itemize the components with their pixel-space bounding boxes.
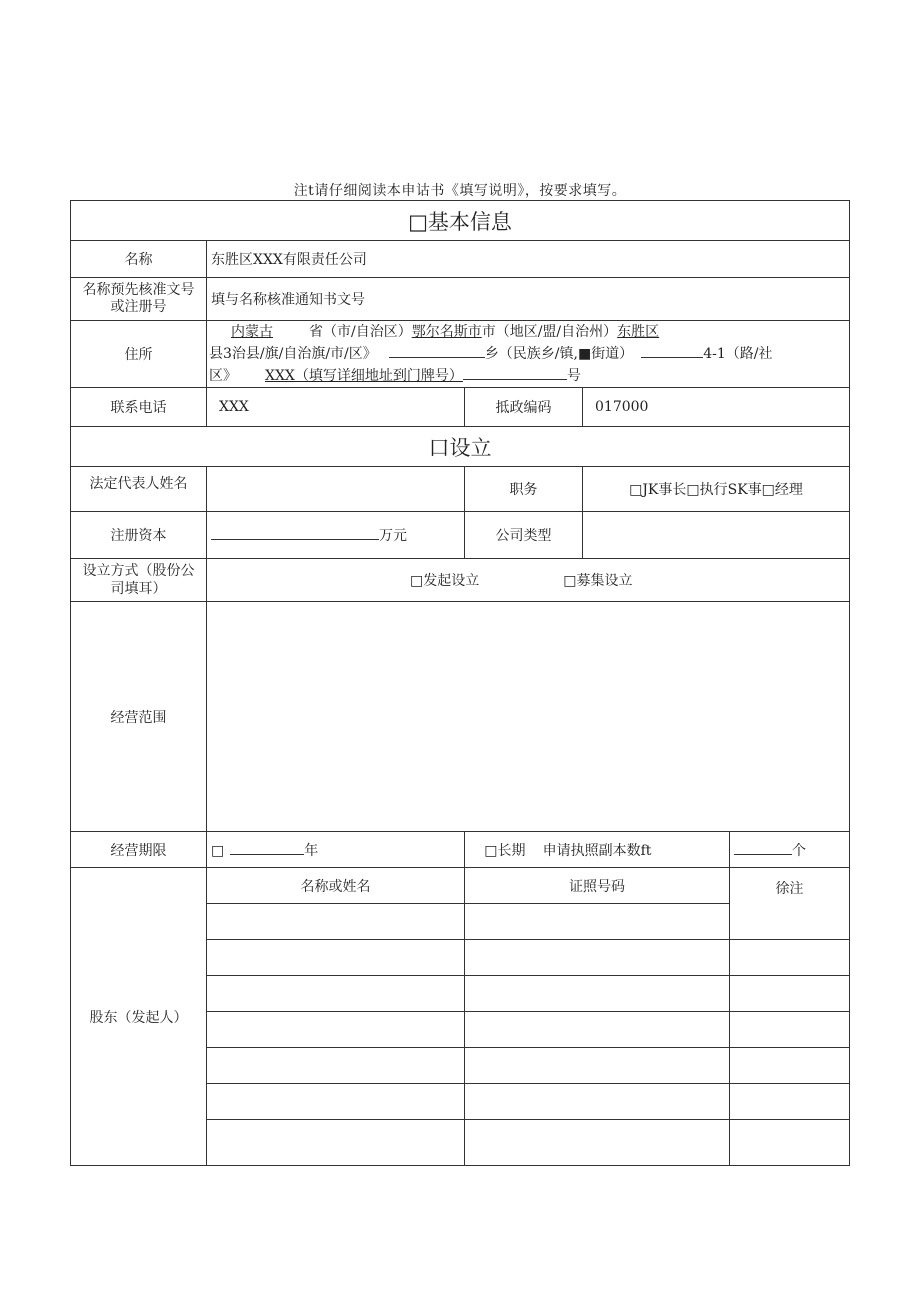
approval-label-line1: 名称预先核准文号 <box>82 282 195 298</box>
company-type-field[interactable] <box>583 512 850 559</box>
method-option-promotion[interactable]: □发起设立 <box>410 573 480 589</box>
shareholder-id-cell[interactable] <box>465 976 730 1012</box>
shareholder-id-cell[interactable] <box>465 1048 730 1084</box>
term-long-option[interactable]: □长期 <box>484 842 526 859</box>
phone-label: 联系电话 <box>71 388 207 427</box>
address-label: 住所 <box>71 321 207 388</box>
address-line-1 <box>209 322 845 343</box>
company-type-label: 公司类型 <box>465 512 583 559</box>
form-note: 注t请仔细阅读本申诂书《填写说明》，按要求填写。 <box>293 183 627 199</box>
township-suffix: 乡（民族乡/镇, <box>484 346 578 362</box>
capital-field[interactable] <box>207 512 465 559</box>
name-label: 名称 <box>71 241 207 278</box>
street-mark: ■ <box>577 346 592 362</box>
shareholder-name-cell[interactable] <box>207 1120 465 1166</box>
address-line-2 <box>209 343 845 365</box>
postcode-label: 抵政编码 <box>465 388 583 427</box>
application-form-table <box>70 200 850 1166</box>
address-field[interactable] <box>207 321 850 388</box>
shareholder-col-remark: 徐注 <box>730 868 850 940</box>
shareholder-remark-cell[interactable] <box>730 1084 850 1120</box>
province-suffix: 省（市/自治区） <box>309 324 412 340</box>
term-field <box>207 832 526 868</box>
capital-unit: 万元 <box>379 528 407 544</box>
county-suffix: 县3治县/旗/自治旗/市/区》 <box>209 346 377 362</box>
shareholder-remark-cell[interactable] <box>730 1120 850 1166</box>
capital-label: 注册资本 <box>71 512 207 559</box>
shareholder-col-name: 名称或姓名 <box>207 868 465 904</box>
method-label-line1: 设立方式（股份公 <box>82 563 195 579</box>
copies-blank[interactable] <box>734 840 792 855</box>
road-suffix: （路/社 <box>725 346 773 362</box>
copies-unit: 个 <box>792 842 806 859</box>
method-label <box>71 559 207 602</box>
house-number-blank[interactable] <box>463 365 567 380</box>
term-checkbox[interactable]: □ <box>211 842 225 859</box>
community-suffix: 区》 <box>209 368 237 384</box>
section-setup-title: 口设立 <box>71 427 850 467</box>
shareholder-name-cell[interactable] <box>207 904 465 940</box>
shareholder-name-cell[interactable] <box>207 976 465 1012</box>
shareholder-remark-cell[interactable] <box>730 1048 850 1084</box>
copies-field <box>730 832 850 868</box>
shareholder-name-cell[interactable] <box>207 1048 465 1084</box>
address-detail: XXX（填写详细地址到门牌号） <box>265 368 463 384</box>
legal-rep-field[interactable] <box>207 467 465 512</box>
copies-label: 申请执照副本数ft <box>465 832 730 868</box>
shareholder-remark-cell[interactable] <box>730 1012 850 1048</box>
term-years-blank[interactable] <box>230 840 304 855</box>
township-blank[interactable] <box>389 343 485 358</box>
approval-label-line2: 或注册号 <box>110 299 167 315</box>
shareholders-label: 股东（发起人） <box>71 868 207 1166</box>
city-suffix: 市（地区/盟/自治州） <box>481 324 618 340</box>
phone-field[interactable]: XXX <box>207 388 465 427</box>
road-blank[interactable] <box>641 343 703 358</box>
approval-number-label <box>71 278 207 321</box>
street-suffix: 街道） <box>591 346 634 362</box>
road-number: 4-1 <box>703 346 726 362</box>
method-options <box>207 559 850 602</box>
address-line-3 <box>209 365 845 387</box>
term-label: 经营期限 <box>71 832 207 868</box>
position-options[interactable]: □JK事长□执行SK事□经理 <box>583 467 850 512</box>
city-value: 鄂尔名斯市 <box>411 324 482 340</box>
section-basic-info-title: □基本信息 <box>71 201 850 241</box>
scope-label: 经营范围 <box>71 602 207 832</box>
position-label: 职务 <box>465 467 583 512</box>
province-value: 内蒙古 <box>231 324 273 340</box>
method-option-subscription[interactable]: □募集设立 <box>563 573 633 589</box>
shareholder-id-cell[interactable] <box>465 1084 730 1120</box>
shareholder-id-cell[interactable] <box>465 1012 730 1048</box>
shareholder-col-id: 证照号码 <box>465 868 730 904</box>
shareholder-id-cell[interactable] <box>465 940 730 976</box>
shareholder-id-cell[interactable] <box>465 1120 730 1166</box>
shareholder-remark-cell[interactable] <box>730 940 850 976</box>
capital-blank[interactable] <box>211 525 379 540</box>
shareholder-id-cell[interactable] <box>465 904 730 940</box>
district-value: 东胜区 <box>617 324 660 340</box>
shareholder-remark-cell[interactable] <box>730 976 850 1012</box>
name-field[interactable]: 东胜区XXX有限责任公司 <box>207 241 850 278</box>
term-unit: 年 <box>304 842 319 859</box>
legal-rep-label: 法定代表人姓名 <box>71 467 207 512</box>
shareholder-name-cell[interactable] <box>207 940 465 976</box>
approval-number-field[interactable]: 填与名称核准通知书文号 <box>207 278 850 321</box>
postcode-field[interactable]: 017000 <box>583 388 850 427</box>
method-label-line2: 司填耳） <box>110 581 167 597</box>
shareholder-name-cell[interactable] <box>207 1012 465 1048</box>
scope-field[interactable] <box>207 602 850 832</box>
shareholder-name-cell[interactable] <box>207 1084 465 1120</box>
number-suffix: 号 <box>566 368 581 384</box>
